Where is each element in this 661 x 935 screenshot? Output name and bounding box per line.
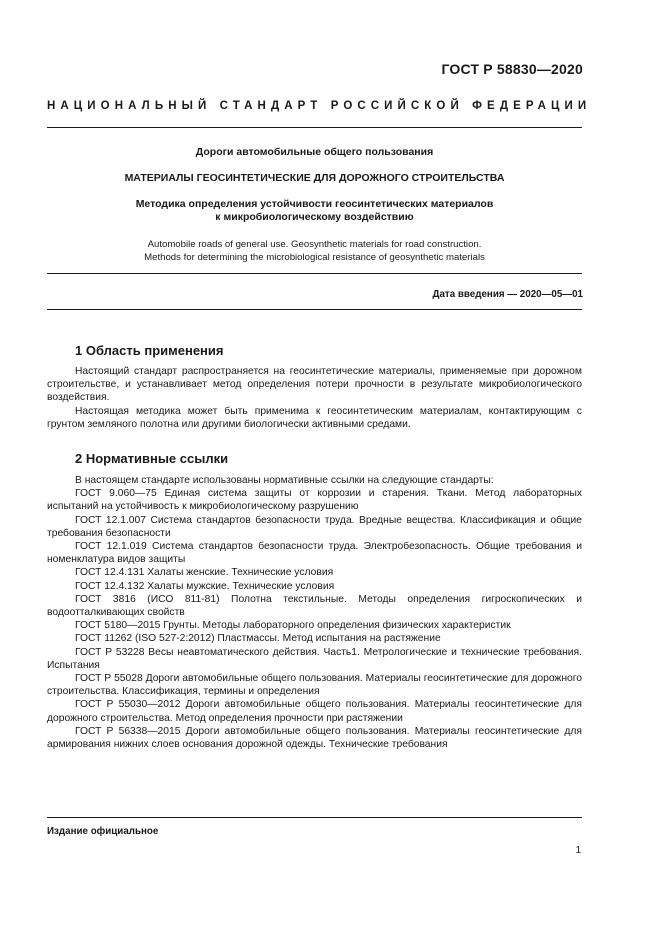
reference-item: ГОСТ Р 55030—2012 Дороги автомобильные общего пользования. Материалы геосинтетические для дорожного строительства. Метод определения прочности при растяжении xyxy=(47,699,582,724)
reference-item: ГОСТ 12.4.132 Халаты мужские. Технические условия xyxy=(75,580,335,592)
reference-item: ГОСТ 11262 (ISO 527-2:2012) Пластмассы. Метод испытания на растяжение xyxy=(75,633,441,645)
title-english-line-1: Automobile roads of general use. Geosynthetic materials for road construction. xyxy=(147,239,482,250)
edition-label: Издание официальное xyxy=(47,826,159,837)
title-general: Дороги автомобильные общего пользования xyxy=(195,146,434,158)
title-method-line-2: к микробиологическому воздействию xyxy=(215,211,414,223)
page-number: 1 xyxy=(575,845,581,856)
title-method-line-1: Методика определения устойчивости геосинтетических материалов xyxy=(135,198,494,210)
section-2-intro: В настоящем стандарте использованы нормативные ссылки на следующие стандарты: xyxy=(75,475,494,486)
section-2-body xyxy=(47,474,582,751)
reference-item: ГОСТ 12.4.131 Халаты женские. Технические условия xyxy=(75,567,334,579)
section-1-paragraph: Настоящий стандарт распространяется на геосинтетические материалы, применяемые при дорожном строительстве, и устанавливает метод определения потери прочности в результате микробиологического воздействия. xyxy=(47,366,582,404)
title-divider xyxy=(47,273,582,274)
section-2-heading: 2 Нормативные ссылки xyxy=(75,451,229,466)
reference-item: ГОСТ 5180—2015 Грунты. Методы лабораторного определения физических характеристик xyxy=(75,620,511,632)
standard-number: ГОСТ Р 58830—2020 xyxy=(441,61,583,77)
introduction-date: Дата введения — 2020—05—01 xyxy=(432,289,583,300)
reference-item: ГОСТ Р 53228 Весы неавтоматического действия. Часть1. Метрологические и технические требования. Испытания xyxy=(47,646,582,671)
date-divider xyxy=(47,309,582,310)
reference-item: ГОСТ 3816 (ИСО 811-81) Полотна текстильные. Методы определения гигроскопических и водоотталкивающих свойств xyxy=(47,593,582,619)
title-english xyxy=(47,238,582,264)
section-1-body xyxy=(47,365,582,431)
reference-item: ГОСТ 12.1.019 Система стандартов безопасности труда. Электробезопасность. Общие требования и номенклатура видов защиты xyxy=(47,541,582,566)
title-main: МАТЕРИАЛЫ ГЕОСИНТЕТИЧЕСКИЕ ДЛЯ ДОРОЖНОГО СТРОИТЕЛЬСТВА xyxy=(124,172,505,184)
reference-item: ГОСТ 12.1.007 Система стандартов безопасности труда. Вредные вещества. Классификация и общие требования безопасности xyxy=(47,514,582,539)
title-method xyxy=(47,198,582,224)
header-divider xyxy=(47,127,582,128)
title-english-line-2: Methods for determining the microbiological resistance of geosynthetic materials xyxy=(144,252,485,263)
reference-item: ГОСТ Р 56338—2015 Дороги автомобильные общего пользования. Материалы геосинтетические для армирования нижних слоев основания дорожной одежды. Технические требования xyxy=(47,725,582,751)
national-standard-heading: НАЦИОНАЛЬНЫЙ СТАНДАРТ РОССИЙСКОЙ ФЕДЕРАЦИИ xyxy=(47,100,592,112)
section-1-paragraph: Настоящая методика может быть применима к геосинтетическим материалам, контактирующим с грунтом земляного полотна или другими биологически активными средами. xyxy=(47,405,582,430)
section-1-heading: 1 Область применения xyxy=(75,343,224,358)
footer-divider xyxy=(47,817,582,818)
reference-item: ГОСТ Р 55028 Дороги автомобильные общего пользования. Материалы геосинтетические для дорожного строительства. Классификация, термины и определения xyxy=(47,673,582,698)
reference-item: ГОСТ 9.060—75 Единая система защиты от коррозии и старения. Ткани. Метод лабораторных испытаний на устойчивость к микробиологическому разрушению xyxy=(47,488,582,513)
